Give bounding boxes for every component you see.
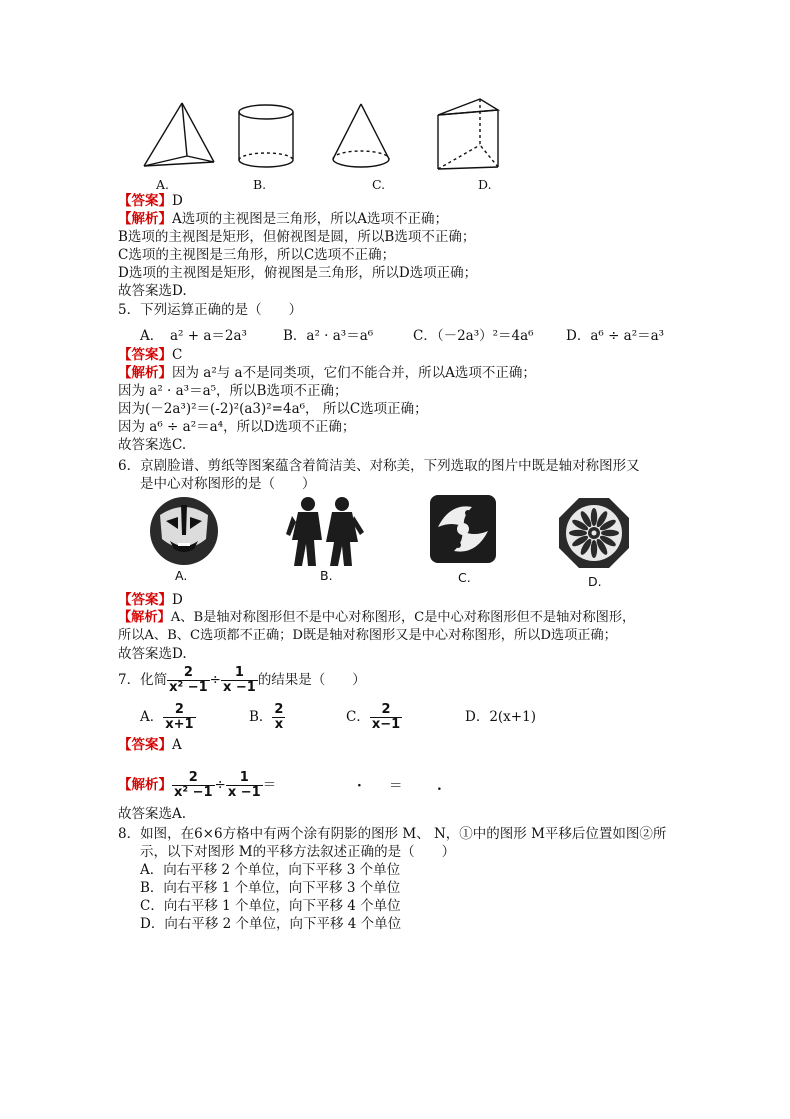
analysis-tag: 【解析】 [118,610,171,625]
numerator: 1 [221,666,258,681]
denominator: x −1 [227,785,261,800]
picture-caption-b: B. [320,568,333,583]
q5-question: 5．下列运算正确的是（ ） [118,302,303,318]
option-fraction [272,703,285,732]
numerator: 2 [167,666,210,681]
analysis-fraction-1 [172,771,215,800]
analysis-text: A选项的主视图是三角形，所以A选项不正确； [172,211,448,227]
denominator: x −1 [222,680,256,695]
numerator: 2 [274,702,284,717]
answer-tag: 【答案】 [118,592,172,608]
picture-caption-a: A. [175,568,188,583]
option-label: B． [249,709,273,725]
q8-option-c: C．向右平移 1 个单位，向下平移 4 个单位 [140,898,401,914]
opera-mask-image [148,495,220,567]
answer-tag: 【答案】 [118,193,172,209]
q5-conclusion: 故答案选C. [118,437,187,453]
q4-answer-line [118,192,183,210]
analysis-text: 因为 a²与 a不是同类项，它们不能合并，所以A选项不正确； [172,365,536,381]
q6-analysis-line-1 [118,609,635,627]
q6-analysis-line-2: 所以A、B、C选项都不正确；D既是轴对称图形又是中心对称图形，所以D选项正确； [118,628,617,643]
numerator: 1 [226,771,263,786]
q6-answer-line [118,591,183,609]
equals-sign-2: ＝ [389,778,403,794]
fish-paper-cut-image [428,493,498,565]
answer-value: D [172,193,183,209]
answer-value: C [172,347,183,363]
q5-option-a: A． a² + a＝2a³ [140,328,247,344]
rosette-pattern-image [557,496,631,570]
picture-caption-d: D. [588,574,602,589]
numerator: 2 [370,703,402,718]
divide-sign: ÷ [209,672,221,688]
cylinder-figure [236,102,296,172]
q7-question [118,665,366,695]
q7-option-c [346,702,402,732]
q4-analysis-line-4: D选项的主视图是矩形，俯视图是三角形，所以D选项正确； [118,265,478,281]
q7-fraction-1 [167,666,210,695]
divide-sign: ÷ [214,777,226,793]
rosette-petal [591,508,597,526]
triangular-prism-figure [434,97,504,175]
rosette-petal [569,530,587,536]
q5-analysis-line-2: 因为 a² · a³＝a⁵，所以B选项不正确； [118,383,348,399]
q7-option-d: D．2(x+1) [465,709,536,725]
figure-caption-c: C. [372,177,386,192]
picture-caption-c: C. [458,570,471,585]
q5-analysis-line-1 [118,364,536,382]
paper-cut-figures-image [284,494,368,570]
q4-analysis-line-2: B选项的主视图是矩形，但俯视图是圆，所以B选项不正确； [118,229,476,245]
cone-figure [330,102,392,172]
answer-tag: 【答案】 [118,737,172,753]
analysis-text: A、B是轴对称图形但不是中心对称图形，C是中心对称图形但不是轴对称图形， [170,610,636,625]
answer-value: D [172,592,183,608]
final-period: . [437,778,442,794]
q5-option-c: C．（－2a³）²＝4a⁶ [413,328,534,344]
q8-question-line-1: 8．如图，在6×6方格中有两个涂有阴影的图形 M、 N，①中的图形 M平移后位置如图②所 [118,826,667,842]
q4-analysis-line-3: C选项的主视图是三角形，所以C选项不正确； [118,247,396,263]
numerator: 2 [163,703,195,718]
q8-option-b: B．向右平移 1 个单位，向下平移 3 个单位 [140,880,401,896]
q7-option-b [249,702,285,732]
answer-tag: 【答案】 [118,347,172,363]
figure-caption-b: B. [253,177,267,192]
pyramid-figure [140,100,220,172]
q7-suffix: 的结果是（ ） [257,672,366,688]
q6-question-line-1: 6．京剧脸谱、剪纸等图案蕴含着简洁美、对称美，下列选取的图片中既是轴对称图形又 [118,458,640,474]
figure-caption-d: D. [478,177,492,192]
q7-conclusion: 故答案选A. [118,806,187,822]
q8-question-line-2: 示，以下对图形 M的平移方法叙述正确的是（ ） [140,844,456,860]
q7-prefix: 7．化简 [118,672,168,688]
q7-option-a [140,702,196,732]
q5-answer-line [118,346,182,364]
analysis-tag: 【解析】 [118,777,172,793]
denominator: x² −1 [174,785,213,800]
analysis-fraction-2 [226,771,263,800]
rosette-petal [601,530,619,536]
q4-analysis-line-1 [118,210,448,228]
denominator: x−1 [371,717,401,732]
q6-conclusion: 故答案选D. [118,646,187,662]
answer-value: A [172,737,182,753]
q5-analysis-line-4: 因为 a⁶ ÷ a²＝a⁴，所以D选项不正确； [118,419,356,435]
equals-sign: ＝ [262,777,277,793]
q5-option-d: D．a⁶ ÷ a²＝a³ [566,328,665,344]
option-fraction [163,703,195,732]
analysis-tag: 【解析】 [118,365,172,381]
q6-question-line-2: 是中心对称图形的是（ ） [140,476,316,492]
q8-option-d: D．向右平移 2 个单位，向下平移 4 个单位 [140,916,402,932]
option-label: A． [140,709,164,725]
q5-analysis-line-3: 因为(－2a³)²＝(-2)²(a3)²=4a⁶， 所以C选项正确； [118,401,428,417]
q7-analysis-line [118,768,276,802]
denominator: x+1 [165,717,194,732]
analysis-tag: 【解析】 [118,211,172,227]
denominator: x² −1 [169,680,208,695]
denominator: x [274,717,284,732]
q7-fraction-2 [221,666,258,695]
q8-option-a: A．向右平移 2 个单位，向下平移 3 个单位 [140,862,401,878]
option-fraction [370,703,402,732]
multiply-dot: · [357,778,362,794]
rosette-petal [591,540,597,558]
numerator: 2 [172,771,215,786]
q5-option-b: B．a² · a³＝a⁶ [283,328,374,344]
q7-answer-line [118,736,182,754]
option-label: C． [346,709,370,725]
q4-conclusion: 故答案选D. [118,283,187,299]
figure-caption-a: A. [156,177,170,192]
